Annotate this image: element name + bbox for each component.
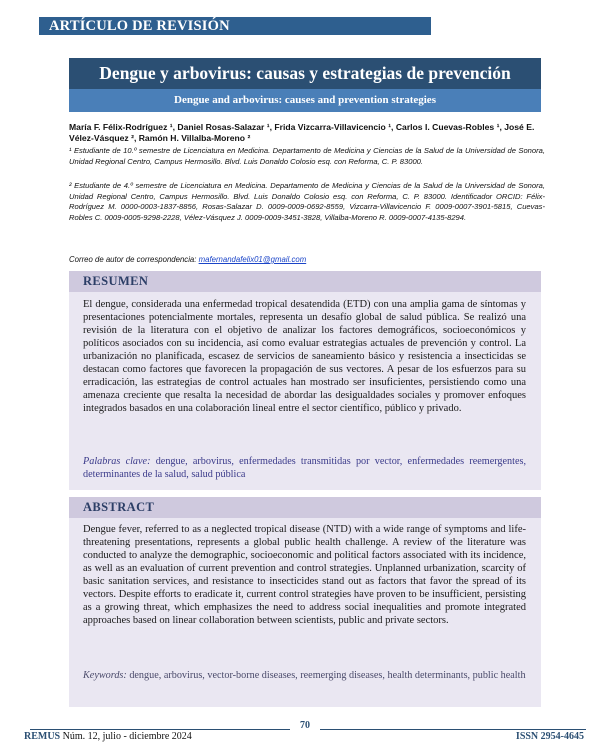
page-number: 70 (290, 720, 320, 731)
article-title: Dengue y arbovirus: causas y estrategias de prevención (99, 63, 511, 83)
resumen-heading-bar (69, 271, 541, 292)
keywords-es: dengue, arbovirus, enfermedades transmitidas por vector, enfermedades reemergentes, determinantes de la salud, salud pública (83, 456, 527, 480)
journal-name: REMUS (24, 731, 61, 742)
abstract-text: Dengue fever, referred to as a neglected tropical disease (NTD) with a wide range of symptoms and life-threatening presentations, represents a global public health challenge. A review of the literature was conducted to analyze the demographic, socioeconomic and political factors associated with its incidence, as well as an evaluation of current prevention and control strategies. Unplanned urbanization, scarcity of basic sanitation services, and resistance to insecticides stand out as factors that favor the spread of its vectors. Despite efforts to eradicate it, current control strategies have proven to be insufficient, persisting as a growing threat, which emphasizes the need to address social inequalities and promote integrated approaches based on linear collaboration between scientists, public and private sectors. (83, 524, 526, 627)
abstract-box (69, 518, 541, 707)
abstract-heading-bar (69, 497, 541, 518)
subtitle-box (69, 89, 541, 112)
keywords-label-es: Palabras clave: (83, 456, 151, 467)
issue-info: Núm. 12, julio - diciembre 2024 (62, 731, 192, 742)
article-type-label: ARTÍCULO DE REVISIÓN (49, 18, 230, 34)
title-box (69, 58, 541, 89)
affiliation-2: ² Estudiante de 4.º semestre de Licenciatura en Medicina. Departamento de Medicina y Ciencias de la Salud de la Universidad de Sonora, Unidad Regional Centro, Campus Hermosillo. Blvd. Luis Donaldo Colosio esq. con Reforma, C. P. 83000. Identificador ORCID: Félix-Rodríguez M. 0000-0003-1837-8856, Rosas-Salazar D. 0009-0009-0692-8559, Vizcarra-Villavicencio F. 0009-0007-3901-5815, Cuevas-Robles C. 0009-0005-9298-2228, Vélez-Vásquez J. 0009-0009-3451-3828, Villalba-Moreno R. 0009-0007-4135-8294. (69, 181, 545, 222)
abstract-heading: ABSTRACT (83, 500, 155, 514)
footer-journal-info (24, 731, 192, 742)
issn: ISSN 2954-4645 (515, 731, 584, 742)
article-type-banner (39, 17, 431, 35)
article-subtitle: Dengue and arbovirus: causes and prevention strategies (174, 94, 436, 106)
abstract-keywords (83, 669, 526, 682)
correspondence-line (69, 255, 306, 264)
correspondence-email-link[interactable]: mafernandafelix01@gmail.com (198, 255, 307, 264)
resumen-box (69, 292, 541, 490)
resumen-heading: RESUMEN (83, 274, 149, 288)
resumen-keywords (83, 455, 526, 481)
resumen-text: El dengue, considerada una enfermedad tropical desatendida (ETD) con una amplia gama de síntomas y presentaciones potencialmente mortales, representa un desafío global de salud pública. Se realizó una revisión de la literatura con el objetivo de analizar los factores demográficos, socioeconómicos y políticos asociados con su incidencia, así como evaluar estrategias actuales de prevención y control. La urbanización no planificada, escasez de servicios de saneamiento básico y resistencia a insecticidas se destacan como factores que favorecen la propagación de sus vectores. A pesar de los esfuerzos para su erradicación, las estrategias de control actuales han mostrado ser insuficientes, persistiendo como una amenaza creciente que resalta la necesidad de abordar las desigualdades sociales y promover enfoques integrados basados en una colaboración lineal entre el sector científico, público y privado. (83, 299, 526, 415)
affiliation-1: ¹ Estudiante de 10.º semestre de Licenciatura en Medicina. Departamento de Medicina y Ciencias de la Salud de la Universidad de Sonora, Unidad Regional Centro, Campus Hermosillo. Blvd. Luis Donaldo Colosio esq. con Reforma, C. P. 83000. (69, 146, 545, 166)
keywords-en: dengue, arbovirus, vector-borne diseases, reemerging diseases, health determinants, public health (129, 670, 526, 681)
author-list: María F. Félix-Rodríguez ¹, Daniel Rosas-Salazar ¹, Frida Vizcarra-Villavicencio ¹, Carlos I. Cuevas-Robles ¹, José E. Vélez-Vásquez ², Ramón H. Villalba-Moreno ² (69, 122, 535, 143)
keywords-label-en: Keywords: (83, 670, 127, 681)
correspondence-label: Correo de autor de correspondencia: (69, 255, 197, 264)
